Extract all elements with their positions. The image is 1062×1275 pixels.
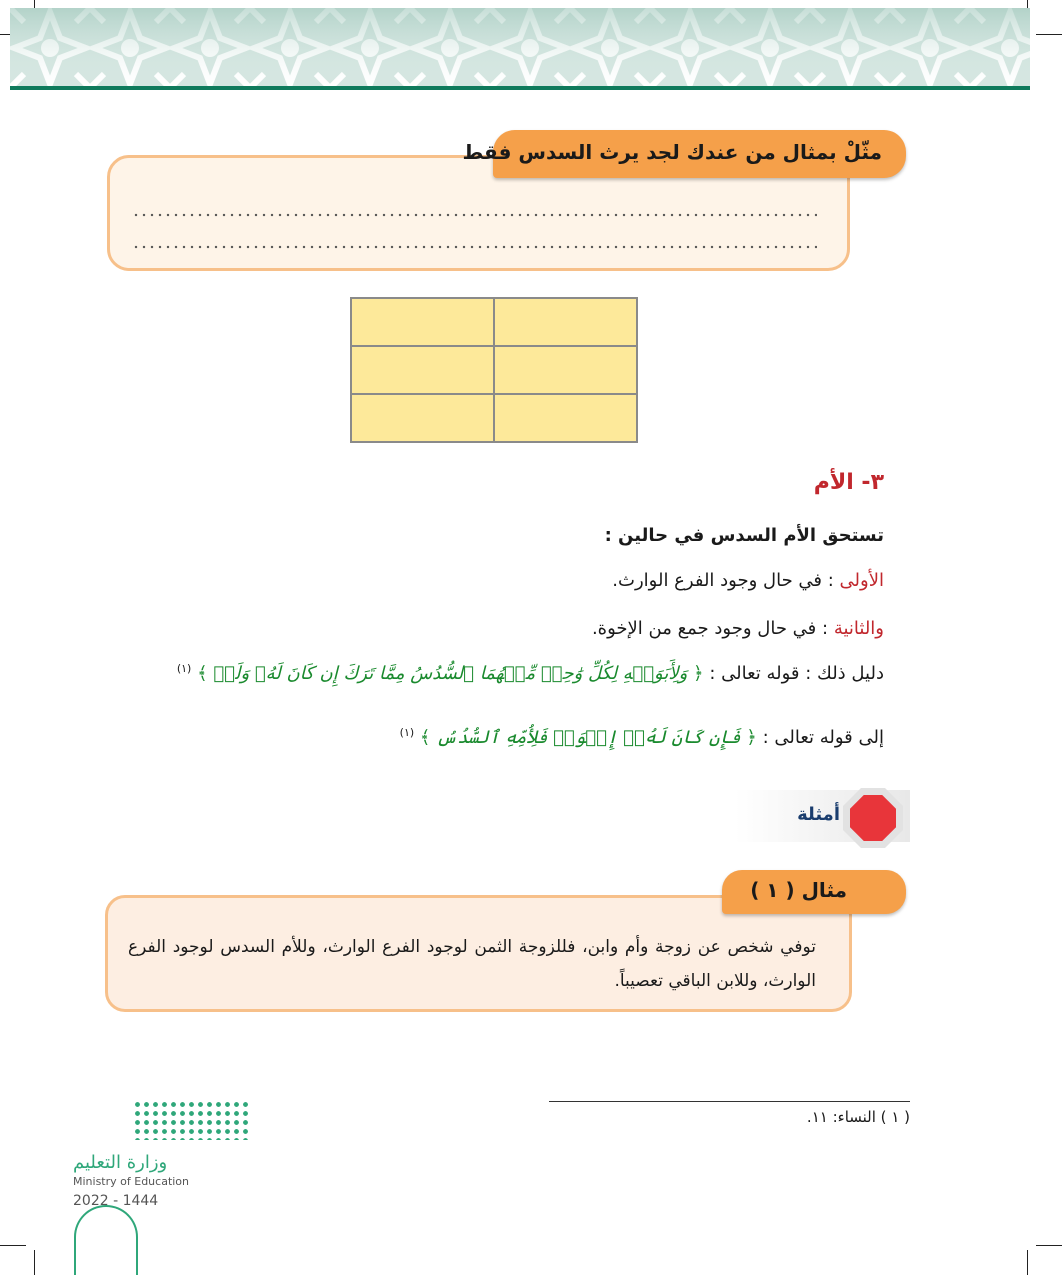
crop-mark (0, 1245, 26, 1246)
footnote-ref: (١) (399, 726, 415, 739)
crop-mark (1027, 1250, 1028, 1275)
table-cell[interactable] (494, 346, 637, 394)
table-cell[interactable] (351, 298, 494, 346)
example-title: مثال ( ١ ) (750, 878, 847, 902)
evidence-line (177, 662, 884, 684)
verse-1: وَلِأَبَوَيۡهِ لِكُلِّ وَٰحِدٖ مِّنۡهُمَا ٱلسُّدُسُ مِمَّا تَرَكَ إِن كَانَ لَهُۥ وَلَدٞ (213, 663, 688, 684)
ministry-name-english: Ministry of Education (73, 1175, 190, 1188)
first-case-text: : في حال وجود الفرع الوارث. (612, 570, 834, 591)
table-cell[interactable] (351, 394, 494, 442)
table-cell[interactable] (494, 394, 637, 442)
exercise-title: مثّلْ بمثال من عندك لجد يرث السدس فقط (462, 140, 882, 164)
table-cell[interactable] (351, 346, 494, 394)
answer-table (350, 297, 638, 443)
crop-mark (34, 1250, 35, 1275)
answer-line[interactable] (132, 245, 817, 249)
ministry-logo-icon (133, 1100, 251, 1140)
footnote-divider (549, 1101, 910, 1102)
octagon-icon (850, 795, 896, 841)
arch-frame-icon (74, 1205, 138, 1275)
answer-line[interactable] (132, 213, 817, 217)
header-banner (10, 8, 1030, 88)
second-case-text: : في حال وجود جمع من الإخوة. (591, 618, 829, 639)
table-row (351, 394, 637, 442)
to-prefix: إلى قوله تعالى : (762, 727, 884, 748)
first-case (612, 570, 884, 591)
edition-year: 2022 - 1444 (73, 1193, 159, 1209)
table-row (351, 298, 637, 346)
ministry-name-arabic: وزارة التعليم (73, 1152, 168, 1173)
section-heading: ٣- الأم (813, 470, 884, 495)
examples-title: أمثلة (797, 804, 840, 825)
header-divider (10, 86, 1030, 90)
footnote-ref: (١) (176, 662, 192, 675)
crop-mark (1036, 1245, 1062, 1246)
second-case (592, 618, 884, 639)
verse-bracket-close: ﴾ (197, 663, 208, 684)
verse-bracket-open: ﴿ (693, 663, 704, 684)
footnote: ( ١ ) النساء: ١١. (806, 1108, 910, 1126)
evidence-prefix: دليل ذلك : قوله تعالى : (709, 663, 884, 684)
verse-bracket-open: ﴿ (746, 727, 757, 748)
section-intro: تستحق الأم السدس في حالين : (604, 525, 884, 546)
geometric-pattern-icon (10, 8, 1030, 88)
crop-mark (1036, 34, 1062, 35)
verse-bracket-close: ﴾ (419, 727, 431, 748)
first-case-label: الأولى (839, 570, 884, 591)
table-row (351, 346, 637, 394)
verse-2: فَإِن كَانَ لَهُۥٓ إِخۡوَةٞ فَلِأُمِّهِ ٱلسُّدُسُ (436, 727, 741, 748)
table-cell[interactable] (494, 298, 637, 346)
example-text: توفي شخص عن زوجة وأم وابن، فللزوجة الثمن لوجود الفرع الوارث، وللأم السدس لوجود الفرع الوارث، وللابن الباقي تعصيباً. (128, 937, 816, 991)
verse-2-line (400, 726, 884, 748)
second-case-label: والثانية (833, 618, 884, 639)
